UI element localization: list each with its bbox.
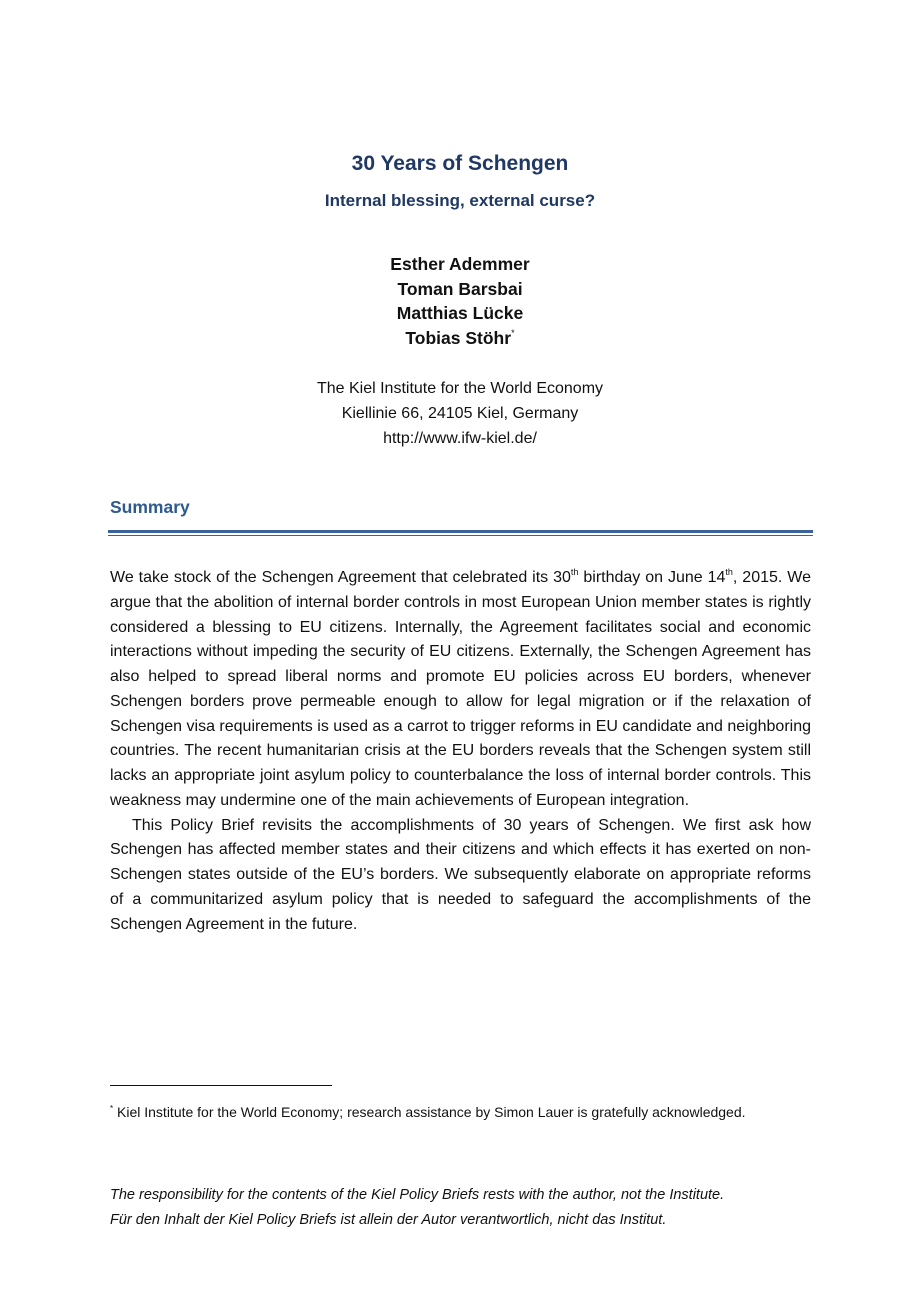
institution-url[interactable]: http://www.ifw-kiel.de/ — [383, 429, 537, 447]
institution-name: The Kiel Institute for the World Economy — [316, 380, 604, 397]
author-name-with-note — [0, 326, 920, 351]
ordinal-suffix: th — [570, 567, 579, 577]
footnote-mark: * — [110, 1104, 114, 1113]
page-title: 30 Years of Schengen — [351, 152, 569, 175]
footnote-separator — [110, 1085, 332, 1086]
author-name: Matthias Lücke — [396, 303, 524, 323]
page-subtitle: Internal blessing, external curse? — [324, 191, 596, 210]
author-name: Toman Barsbai — [397, 278, 523, 299]
institution-block — [0, 377, 920, 451]
text-run: , 2015. We argue that the abolition of internal border controls in most European Union member states is rightly considered a blessing to EU citizens. Internally, the Agreement facilitates social and economic interactions without impeding the security of EU citizens. Externally, the Schengen Agreement has also helped to spread liberal norms and promote EU policies across EU borders, whenever Schengen borders prove permeable enough to allow for legal migration or if the relaxation of Schengen visa requirements is used as a carrot to trigger reforms in EU candidate and neighboring countries. The recent humanitarian crisis at the EU borders reveals that the Schengen system still lacks an appropriate joint asylum policy to counterbalance the loss of internal border controls. This weakness may undermine one of the main achievements of European integration. — [110, 569, 811, 809]
summary-body — [110, 566, 811, 937]
author-list — [0, 252, 920, 350]
summary-heading: Summary — [110, 497, 190, 517]
heading-rule-thin — [108, 535, 813, 536]
author-name: Tobias Stöhr — [405, 327, 512, 348]
summary-paragraph-2: This Policy Brief revisits the accomplishments of 30 years of Schengen. We first ask how Schengen has affected member states and their citizens and which effects it has exerted on non-Schengen states outside of the EU’s borders. We subsequently elaborate on appropriate reforms of a communitarized asylum policy that is needed to safeguard the accomplishments of the Schengen Agreement in the future. — [110, 816, 811, 933]
author-footnote-mark: * — [511, 327, 515, 338]
author-name: Esther Ademmer — [390, 254, 530, 274]
disclaimer-english: The responsibility for the contents of the Kiel Policy Briefs rests with the author, not the Institute. — [110, 1187, 725, 1203]
disclaimer-german: Für den Inhalt der Kiel Policy Briefs ist allein der Autor verantwortlich, nicht das Institut. — [110, 1211, 667, 1228]
footnote-text: Kiel Institute for the World Economy; research assistance by Simon Lauer is gratefully acknowledged. — [113, 1104, 746, 1120]
disclaimer — [110, 1183, 811, 1232]
text-run: We take stock of the Schengen Agreement that celebrated its 30 — [110, 569, 571, 586]
footnote — [110, 1103, 811, 1122]
text-run: birthday on June 14 — [578, 569, 726, 586]
summary-paragraph-1 — [110, 566, 811, 814]
ordinal-suffix: th — [725, 567, 733, 577]
heading-rule-thick — [108, 530, 813, 533]
institution-address: Kiellinie 66, 24105 Kiel, Germany — [341, 404, 579, 422]
